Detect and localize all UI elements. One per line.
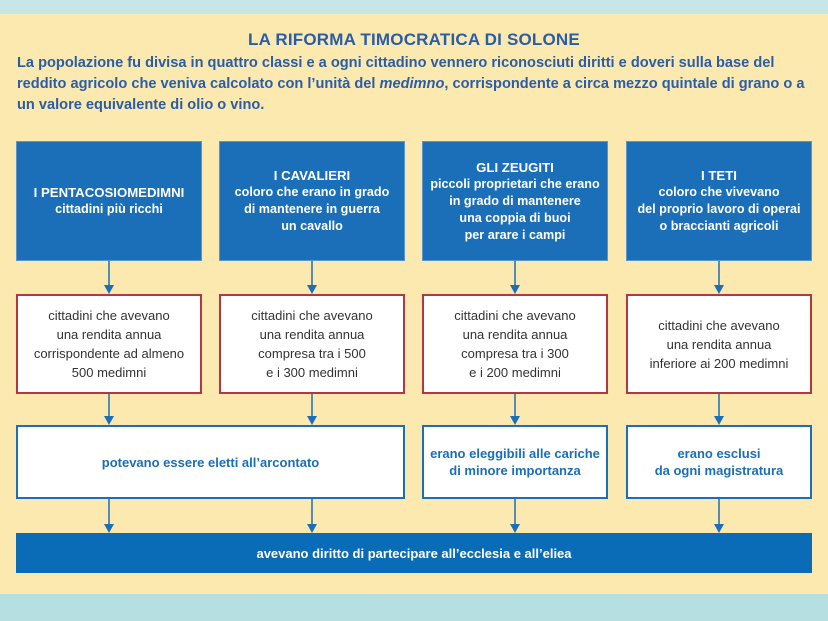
arrow-down-icon — [307, 499, 317, 533]
arrow-down-icon — [307, 261, 317, 294]
income-line: compresa tra i 500 — [258, 346, 366, 361]
class-name: I TETI — [701, 168, 737, 183]
class-desc-line: del proprio lavoro di operai — [637, 202, 801, 216]
class-desc-line: in grado di mantenere — [449, 193, 581, 208]
class-desc-line: coloro che vivevano — [658, 185, 780, 199]
income-line: cittadini che avevano — [658, 317, 780, 333]
class-desc-line: un cavallo — [281, 219, 343, 233]
arrow-down-icon — [510, 499, 520, 533]
arrow-down-icon — [104, 261, 114, 294]
class-header-pentacosiomedimni — [16, 141, 202, 261]
intro-emphasis: medimno — [379, 76, 445, 92]
income-line: e i 300 medimni — [266, 365, 358, 380]
class-header-teti — [626, 141, 812, 261]
intro-paragraph — [17, 53, 817, 116]
arrow-down-icon — [510, 394, 520, 425]
class-name: I CAVALIERI — [273, 168, 351, 183]
income-line: inferiore ai 200 medimni — [649, 355, 789, 371]
arrow-down-icon — [104, 499, 114, 533]
arrow-down-icon — [104, 394, 114, 425]
arrow-down-icon — [510, 261, 520, 294]
class-name: I PENTACOSIOMEDIMNI — [33, 185, 185, 200]
income-box-zeugiti — [422, 294, 608, 394]
income-line: una rendita annua — [666, 336, 772, 352]
income-line: una rendita annua — [56, 327, 162, 342]
income-line: una rendita annua — [462, 327, 568, 342]
class-desc-line: una coppia di buoi — [459, 210, 571, 225]
rights-line: potevano essere eletti all’arcontato — [101, 454, 320, 470]
rights-line: erano esclusi — [677, 446, 761, 461]
rights-line: erano eleggibili alle cariche — [430, 446, 600, 461]
class-desc-line: cittadini più ricchi — [55, 202, 163, 216]
class-desc-line: piccoli proprietari che erano — [430, 176, 600, 191]
income-line: e i 200 medimni — [469, 365, 561, 380]
class-desc-line: coloro che erano in grado — [234, 185, 390, 199]
class-name: GLI ZEUGITI — [476, 159, 554, 175]
rights-box-excluded — [626, 425, 812, 499]
class-desc-line: per arare i campi — [464, 227, 566, 242]
class-header-zeugiti — [422, 141, 608, 261]
arrow-down-icon — [714, 499, 724, 533]
income-line: 500 medimni — [71, 365, 147, 380]
rights-line: da ogni magistratura — [654, 463, 784, 478]
income-line: corrispondente ad almeno — [33, 346, 185, 361]
assembly-rights-bar: avevano diritto di partecipare all’ecclesia e all’eliea — [16, 533, 812, 573]
rights-line: di minore importanza — [449, 463, 581, 478]
class-header-cavalieri — [219, 141, 405, 261]
income-line: cittadini che avevano — [454, 308, 576, 323]
arrow-down-icon — [307, 394, 317, 425]
income-box-teti — [626, 294, 812, 394]
arrow-down-icon — [714, 394, 724, 425]
intro-text-before: La popolazione fu divisa in quattro classi e a ogni cittadino vennero riconosciuti diritti e doveri sulla base del reddito agricolo che veniva calcolato con l’unità del — [17, 55, 775, 92]
class-desc-line: di mantenere in guerra — [244, 202, 380, 216]
rights-box-archons — [16, 425, 405, 499]
arrow-down-icon — [714, 261, 724, 294]
income-line: cittadini che avevano — [48, 308, 170, 323]
income-box-pentacosiomedimni — [16, 294, 202, 394]
class-desc-line: o braccianti agricoli — [659, 219, 779, 233]
income-box-cavalieri — [219, 294, 405, 394]
income-line: cittadini che avevano — [251, 308, 373, 323]
income-line: una rendita annua — [259, 327, 365, 342]
page-title: LA RIFORMA TIMOCRATICA DI SOLONE — [248, 30, 580, 49]
income-line: compresa tra i 300 — [461, 346, 569, 361]
rights-box-minor — [422, 425, 608, 499]
intro-text-after: , corrispondente a circa mezzo quintale di grano o a un valore equivalente di olio o vino. — [17, 76, 805, 113]
